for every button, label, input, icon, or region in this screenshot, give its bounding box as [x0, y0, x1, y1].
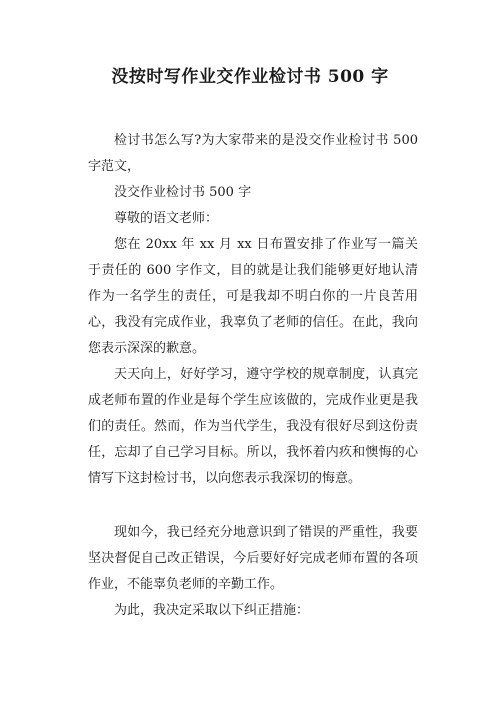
body-paragraph: 您在 20xx 年 xx 月 xx 日布置安排了作业写一篇关于责任的 600 字作文，目的就是让我们能够更好地认清作为一名学生的责任，可是我却不明白你的一片良苦用心，我没有完成作业，我辜负了老师的信任。在此，我向您表示深深的歉意。	[88, 237, 418, 356]
salutation-paragraph: 尊敬的语文老师：	[114, 211, 219, 226]
document-title: 没按时写作业交作业检讨书 500 字	[111, 67, 389, 87]
body-paragraph: 天天向上，好好学习，遵守学校的规章制度，认真完成老师布置的作业是每个学生应该做的，完成作业更是我们的责任。然而，作为当代学生，我没有很好尽到这份责任，忘却了自己学习目标。所以，我怀着内疚和懊悔的心情写下这封检讨书，以向您表示我深切的悔意。	[88, 367, 418, 486]
body-paragraph: 为此，我决定采取以下纠正措施：	[114, 603, 310, 618]
document-body	[88, 128, 418, 624]
subtitle-paragraph: 没交作业检讨书 500 字	[114, 185, 252, 200]
intro-paragraph: 检讨书怎么写?为大家带来的是没交作业检讨书 500 字范文，	[88, 133, 418, 174]
body-paragraph: 现如今，我已经充分地意识到了错误的严重性，我要坚决督促自己改正错误，今后要好好完成老师布置的各项作业，不能辜负老师的辛勤工作。	[88, 525, 418, 592]
